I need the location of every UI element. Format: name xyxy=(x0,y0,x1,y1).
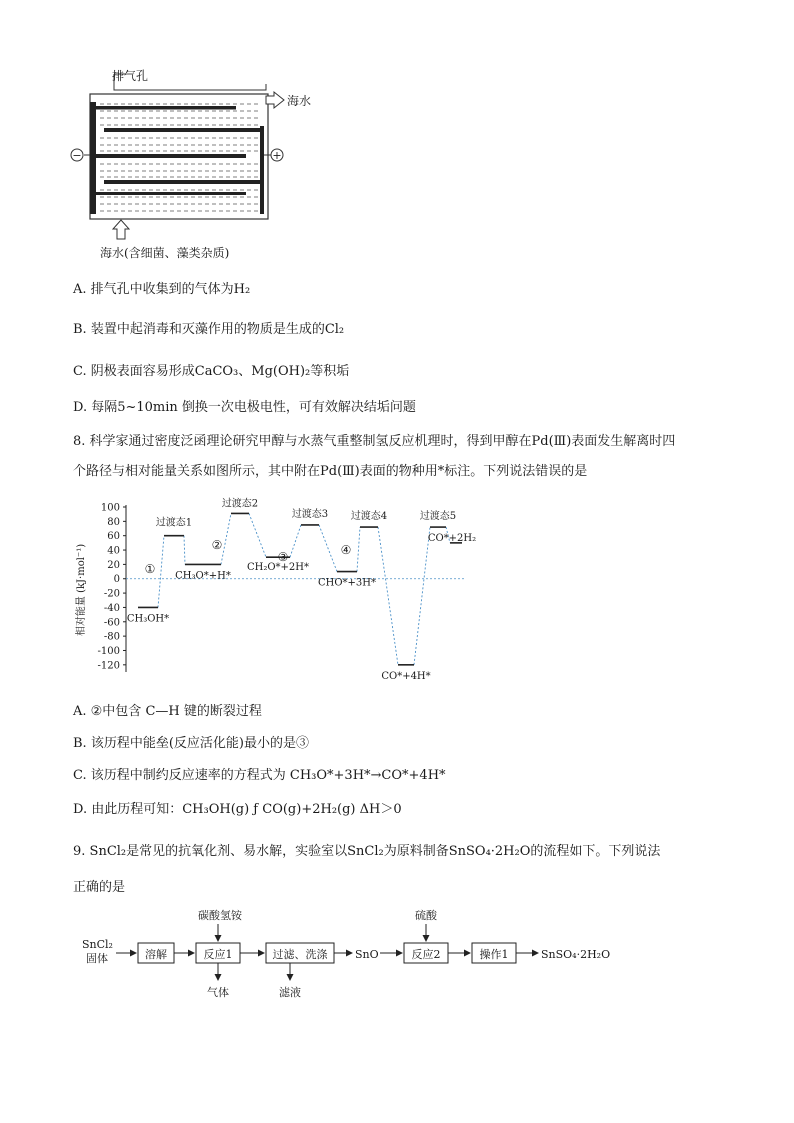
plus-sign: + xyxy=(272,149,282,162)
q7-option-c: C. 阴极表面容易形成CaCO₃、Mg(OH)₂等积垢 xyxy=(73,364,350,379)
transition-state-label: 过渡态2 xyxy=(221,498,259,510)
transition-state-label: 过渡态1 xyxy=(155,517,193,529)
plate xyxy=(96,154,246,158)
energy-connector xyxy=(357,527,360,571)
intermediate-label: CH₃O*+H* xyxy=(175,570,231,582)
flow-final-product: SnSO₄·2H₂O xyxy=(541,948,611,961)
energy-connector xyxy=(249,513,266,557)
inlet-arrow-icon xyxy=(113,220,129,239)
flow-box-operation1-label: 操作1 xyxy=(479,948,509,961)
intermediate-label: CHO*+3H* xyxy=(317,577,377,589)
flow-reagent2: 硫酸 xyxy=(415,909,437,922)
y-axis-label: 相对能量 (kJ·mol⁻¹) xyxy=(76,543,87,637)
y-tick-label: -60 xyxy=(103,617,120,629)
y-tick-label: -40 xyxy=(103,602,120,614)
outlet-arrow-icon xyxy=(266,92,284,108)
minus-sign: − xyxy=(72,149,82,162)
q9-stem-line1: 9. SnCl₂是常见的抗氧化剂、易水解，实验室以SnCl₂为原料制备SnSO₄·2H₂O的流程如下。下列说法 xyxy=(73,844,661,859)
energy-profile-chart xyxy=(70,495,480,690)
inlet-label: 海水(含细菌、藻类杂质) xyxy=(100,246,230,260)
energy-connector xyxy=(158,536,164,608)
q7-option-b: B. 装置中起消毒和灭藻作用的物质是生成的Cl₂ xyxy=(73,322,345,337)
q8-option-c: C. 该历程中制约反应速率的方程式为 CH₃O*+3H*→CO*+4H* xyxy=(73,768,446,783)
plate xyxy=(104,180,264,184)
energy-connector xyxy=(221,513,231,564)
y-tick-label: 80 xyxy=(107,516,120,528)
step-marker: ② xyxy=(211,538,223,552)
flow-out-gas: 气体 xyxy=(207,986,229,999)
flow-start-state: 固体 xyxy=(86,952,108,965)
anode-bus xyxy=(260,126,264,214)
q8-stem-line1: 8. 科学家通过密度泛函理论研究甲醇与水蒸气重整制氢反应机理时，得到甲醇在Pd(Ⅲ)表面发生解离时四 xyxy=(73,434,676,449)
q7-option-d: D. 每隔5~10min 倒换一次电极电性，可有效解决结垢问题 xyxy=(73,400,416,415)
electrolysis-cell-diagram xyxy=(60,62,340,267)
flow-box-reaction1-label: 反应1 xyxy=(203,948,233,961)
plate xyxy=(96,192,246,195)
plate xyxy=(96,106,236,110)
y-tick-label: 60 xyxy=(107,531,120,543)
flow-box-filter-wash-label: 过滤、洗涤 xyxy=(272,948,328,961)
q7-option-a: A. 排气孔中收集到的气体为H₂ xyxy=(73,282,251,297)
transition-state-label: 过渡态3 xyxy=(291,508,329,520)
cathode-bus xyxy=(90,102,96,214)
y-tick-label: 0 xyxy=(113,574,120,586)
transition-state-label: 过渡态4 xyxy=(350,511,388,523)
vent-pipe xyxy=(114,84,266,90)
energy-connector xyxy=(319,525,337,572)
intermediate-label: CH₂O*+2H* xyxy=(246,562,310,574)
y-tick-label: -100 xyxy=(97,645,120,657)
y-tick-label: 20 xyxy=(107,559,120,571)
step-marker: ④ xyxy=(340,543,352,557)
q8-option-d: D. 由此历程可知：CH₃OH(g) ƒ CO(g)+2H₂(g) ΔH＞0 xyxy=(73,802,402,817)
outlet-label: 海水 xyxy=(287,94,312,108)
q8-option-a: A. ②中包含 C—H 键的断裂过程 xyxy=(73,704,262,719)
step-marker: ③ xyxy=(277,550,289,564)
flow-reagent1: 碳酸氢铵 xyxy=(198,909,242,922)
step-marker: ① xyxy=(144,562,156,576)
energy-connector xyxy=(378,527,398,665)
q8-option-b: B. 该历程中能垒(反应活化能)最小的是③ xyxy=(73,736,309,751)
intermediate-label: CO*+4H* xyxy=(381,670,431,682)
y-tick-label: 100 xyxy=(100,502,120,514)
flow-mid-product: SnO xyxy=(355,948,379,961)
intermediate-label: CH₃OH* xyxy=(126,613,170,625)
q8-stem-line2: 个路径与相对能量关系如图所示，其中附在Pd(Ⅲ)表面的物种用*标注。下列说法错误的是 xyxy=(73,464,588,479)
y-tick-label: -120 xyxy=(97,660,120,672)
flow-box-dissolve-label: 溶解 xyxy=(145,948,167,961)
q9-stem-line2: 正确的是 xyxy=(73,880,126,895)
energy-connector xyxy=(290,525,301,557)
flow-out-filtrate: 滤液 xyxy=(279,986,301,999)
y-tick-label: -20 xyxy=(103,588,120,600)
y-tick-label: 40 xyxy=(107,545,120,557)
plate xyxy=(104,128,264,132)
process-flow-chart xyxy=(78,902,638,1002)
energy-connector xyxy=(184,536,185,565)
transition-state-label: 过渡态5 xyxy=(419,511,457,523)
flow-box-reaction2-label: 反应2 xyxy=(411,948,441,961)
vent-label: 排气孔 xyxy=(112,69,149,83)
intermediate-label: CO*+2H₂ xyxy=(427,532,477,544)
energy-connector xyxy=(414,527,430,665)
flow-start-formula: SnCl₂ xyxy=(82,938,113,951)
y-tick-label: -80 xyxy=(103,631,120,643)
